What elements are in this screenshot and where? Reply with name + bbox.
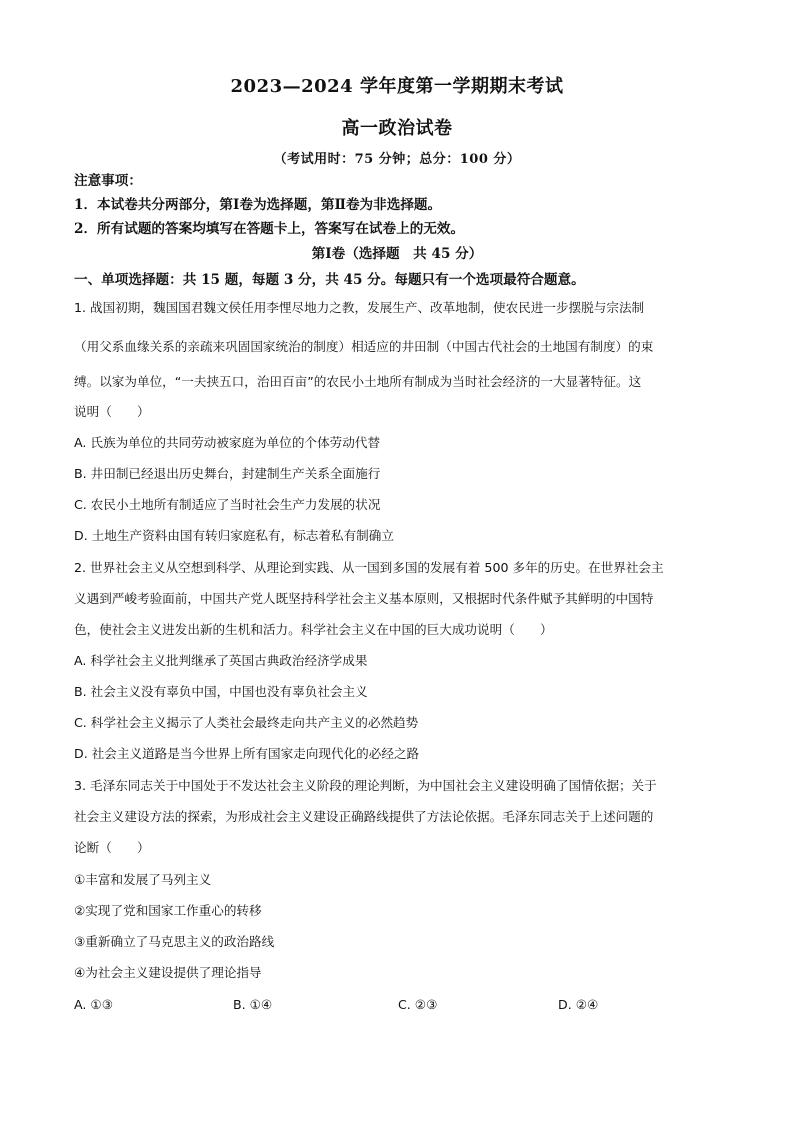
q3-stem-line-3: 论断（ ） (74, 840, 150, 855)
q2-stem-line-1: 2. 世界社会主义从空想到科学、从理论到实践、从一国到多国的发展有着 500 多年的历史。在世界社会主 (74, 560, 664, 575)
q1-stem-line-3: 缚。以家为单位，“一夫挟五口，治田百亩”的农民小土地所有制成为当时社会经济的一大显著特征。这 (74, 374, 642, 389)
q3-statement-3: ③重新确立了马克思主义的政治路线 (74, 934, 275, 949)
notice-item-2: 2．所有试题的答案均填写在答题卡上，答案写在试卷上的无效。 (74, 221, 465, 237)
q1-option-c: C. 农民小土地所有制适应了当时社会生产力发展的状况 (74, 497, 381, 512)
q3-option-d: D. ②④ (558, 997, 599, 1012)
q3-statement-4: ④为社会主义建设提供了理论指导 (74, 965, 262, 980)
section-title: 第Ⅰ卷（选择题 共 45 分） (311, 246, 483, 262)
q3-stem-line-2: 社会主义建设方法的探索，为形成社会主义建设正确路线提供了方法论依据。毛泽东同志关于上述问题的 (74, 809, 654, 824)
q3-option-b: B. ①④ (233, 997, 273, 1012)
q3-option-a: A. ①③ (74, 997, 113, 1012)
notice-item-1: 1．本试卷共分两部分，第Ⅰ卷为选择题，第Ⅱ卷为非选择题。 (74, 197, 442, 213)
q1-stem-line-2: （用父系血缘关系的亲疏来巩固国家统治的制度）相适应的井田制（中国古代社会的土地国有制度）的束 (74, 339, 654, 354)
q1-stem-line-1: 1. 战国初期，魏国国君魏文侯任用李悝尽地力之教，发展生产、改革地制，使农民进一步摆脱与宗法制 (74, 300, 645, 315)
q3-statement-1: ①丰富和发展了马列主义 (74, 872, 212, 887)
q3-option-c: C. ②③ (398, 997, 438, 1012)
q2-option-b: B. 社会主义没有辜负中国，中国也没有辜负社会主义 (74, 684, 368, 699)
exam-title: 2023—2024 学年度第一学期期末考试 (230, 76, 564, 97)
q1-option-d: D. 土地生产资料由国有转归家庭私有，标志着私有制确立 (74, 528, 394, 543)
q1-stem-line-4: 说明（ ） (74, 404, 150, 419)
q1-option-b: B. 井田制已经退出历史舞台，封建制生产关系全面施行 (74, 466, 381, 481)
exam-subtitle: 高一政治试卷 (341, 118, 453, 139)
notice-heading: 注意事项： (74, 173, 142, 189)
q2-stem-line-3: 色，使社会主义进发出新的生机和活力。科学社会主义在中国的巨大成功说明（ ） (74, 622, 553, 637)
q1-option-a: A. 氏族为单位的共同劳动被家庭为单位的个体劳动代替 (74, 435, 381, 450)
exam-info: （考试用时：75 分钟；总分：100 分） (273, 152, 521, 167)
q3-stem-line-1: 3. 毛泽东同志关于中国处于不发达社会主义阶段的理论判断，为中国社会主义建设明确了国情依据；关于 (74, 778, 657, 793)
q2-option-a: A. 科学社会主义批判继承了英国古典政治经济学成果 (74, 653, 368, 668)
q2-stem-line-2: 义遇到严峻考验面前，中国共产党人既坚持科学社会主义基本原则，又根据时代条件赋予其鲜明的中国特 (74, 591, 654, 606)
q2-option-d: D. 社会主义道路是当今世界上所有国家走向现代化的必经之路 (74, 746, 420, 761)
q2-option-c: C. 科学社会主义揭示了人类社会最终走向共产主义的必然趋势 (74, 715, 419, 730)
section-instruction: 一、单项选择题：共 15 题，每题 3 分，共 45 分。每题只有一个选项最符合题意。 (74, 272, 585, 288)
q3-statement-2: ②实现了党和国家工作重心的转移 (74, 903, 262, 918)
